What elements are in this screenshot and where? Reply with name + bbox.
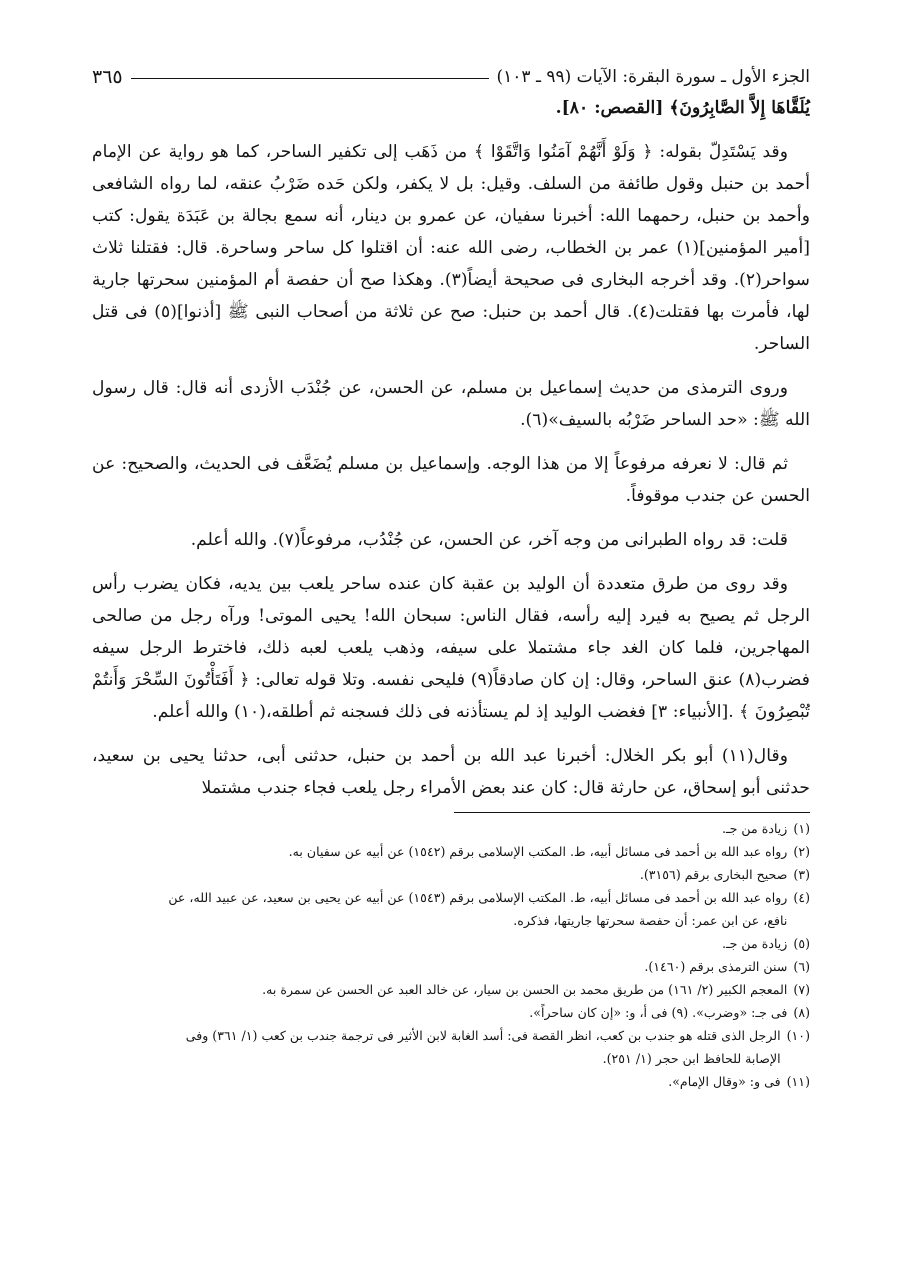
footnote-number: (٨): [793, 1005, 810, 1020]
footnote-text: الرجل الذى قتله هو جندب بن كعب، انظر القصة فى: أسد الغابة لابن الأثير فى ترجمة جندب بن كعب (١/ ٣٦١) وفى: [185, 1028, 781, 1043]
footnote-number: (١٠): [786, 1028, 810, 1043]
footnote: [92, 817, 810, 840]
footnote: [92, 932, 810, 955]
footnote: [92, 863, 810, 886]
paragraph: ثم قال: لا نعرفه مرفوعاً إلا من هذا الوجه. وإسماعيل بن مسلم يُضَعَّف فى الحديث، والصحيح: عن الحسن عن جندب موقوفاً.: [92, 454, 810, 506]
footnote-text: رواه عبد الله بن أحمد فى مسائل أبيه، ط. المكتب الإسلامى برقم (١٥٤٢) عن أبيه عن سفيان به.: [288, 844, 788, 859]
footnote-text: المعجم الكبير (٢/ ١٦١) من طريق محمد بن الحسن بن سيار، عن خالد العبد عن الحسن عن سمرة به.: [262, 982, 788, 997]
footnote-text: صحيح البخارى برقم (٣١٥٦).: [639, 867, 788, 882]
footnote-number: (٧): [793, 982, 810, 997]
footnote: [92, 1070, 810, 1093]
footnote-separator: [454, 812, 810, 813]
paragraph-verse-end: يُلَقَّاهَا إِلاَّ الصَّابِرُونَ﴾ [القصص: ٨٠].: [555, 98, 810, 118]
paragraph: قلت: قد رواه الطبرانى من وجه آخر، عن الحسن، عن جُنْدُب، مرفوعاً(٧). والله أعلم.: [190, 530, 788, 550]
page-number: ٣٦٥: [92, 66, 123, 88]
paragraph: وقال(١١) أبو بكر الخلال: أخبرنا عبد الله بن أحمد بن حنبل، حدثنى أبى، حدثنا يحيى بن سعيد، حدثنى أبو إسحاق، عن حارثة قال: كان عند بعض الأمراء رجل يلعب فجاء جندب مشتملا: [92, 746, 810, 798]
footnote-number: (٢): [793, 844, 810, 859]
footnote-text: سنن الترمذى برقم (١٤٦٠).: [644, 959, 788, 974]
paragraph: وقد يَسْتَدِلّ بقوله: ﴿ وَلَوْ أَنَّهُمْ آمَنُوا وَاتَّقَوْا ﴾ من ذَهَب إلى تكفير الساحر، كما هو رواية عن الإمام أحمد بن حنبل وقول طائفة من السلف. وقيل: بل لا يكفر، ولكن حَده ضَرْبُ عنقه، لما رواه الشافعى وأحمد بن حنبل، رحمهما الله: أخبرنا سفيان، عن عمرو بن دينار، أنه سمع بجالة بن عَبَدَة يقول: كتب [أمير المؤمنين](١) عمر بن الخطاب، رضى الله عنه: أن اقتلوا كل ساحر وساحرة. قال: فقتلنا ثلاث سواحر(٢). وقد أخرجه البخارى فى صحيحة أيضاً(٣). وهكذا صح أن حفصة أم المؤمنين سحرتها جارية لها، فأمرت بها فقتلت(٤). قال أحمد بن حنبل: صح عن ثلاثة من أصحاب النبى ﷺ [أذنوا](٥) فى قتل الساحر.: [92, 142, 810, 354]
footnote: [92, 955, 810, 978]
footnote-text: فى جـ: «وضرب». (٩) فى أ، و: «إن كان ساحراً».: [529, 1005, 788, 1020]
running-header: [92, 62, 810, 92]
paragraph: وروى الترمذى من حديث إسماعيل بن مسلم، عن الحسن، عن جُنْدَب الأزدى أنه قال: قال رسول الله ﷺ: «حد الساحر ضَرْبُه بالسيف»(٦).: [92, 378, 810, 430]
footnote-text: زيادة من جـ.: [721, 936, 788, 951]
footnote-text-continuation: نافع، عن ابن عمر: أن حفصة سحرتها جاريتها، فذكره.: [513, 913, 788, 928]
paragraph: وقد روى من طرق متعددة أن الوليد بن عقبة كان عنده ساحر يلعب بين يديه، فكان يضرب رأس الرجل ثم يصيح به فيرد إليه رأسه، فقال الناس: سبحان الله! يحيى الموتى! ورآه رجل من صالحى المهاجرين، فلما كان الغد جاء مشتملا على سيفه، وذهب يلعب لعبه ذلك، فاخترط الرجل سيفه فضرب(٨) عنق الساحر، وقال: إن كان صادقاً(٩) فليحى نفسه. وتلا قوله تعالى: ﴿ أَفَتَأْتُونَ السِّحْرَ وَأَنتُمْ تُبْصِرُونَ ﴾ .[الأنبياء: ٣] فغضب الوليد إذ لم يستأذنه فى ذلك فسجنه ثم أطلقه،(١٠) والله أعلم.: [92, 574, 810, 722]
footnote-number: (٣): [793, 867, 810, 882]
footnote: [92, 1024, 810, 1070]
footnote-text: رواه عبد الله بن أحمد فى مسائل أبيه، ط. المكتب الإسلامى برقم (١٥٤٣) عن أبيه عن يحيى بن سعيد، عن عبيد الله، عن: [168, 890, 788, 905]
running-title: الجزء الأول ـ سورة البقرة: الآيات (٩٩ ـ ١٠٣): [496, 67, 810, 87]
book-page: [92, 62, 810, 1093]
footnote: [92, 886, 810, 932]
main-text: [92, 92, 810, 804]
footnote-number: (١١): [786, 1074, 810, 1089]
footnote-text: فى و: «وقال الإمام».: [668, 1074, 781, 1089]
footnote: [92, 840, 810, 863]
footnote-text-continuation: الإصابة للحافظ ابن حجر (١/ ٢٥١).: [602, 1051, 781, 1066]
footnote-number: (٦): [793, 959, 810, 974]
footnote: [92, 978, 810, 1001]
footnote-number: (٤): [793, 890, 810, 905]
footnote-number: (١): [793, 821, 810, 836]
footnote-number: (٥): [793, 936, 810, 951]
footnote: [92, 1001, 810, 1024]
header-rule: [131, 78, 489, 79]
footnote-text: زيادة من جـ.: [721, 821, 788, 836]
footnotes: [92, 817, 810, 1093]
